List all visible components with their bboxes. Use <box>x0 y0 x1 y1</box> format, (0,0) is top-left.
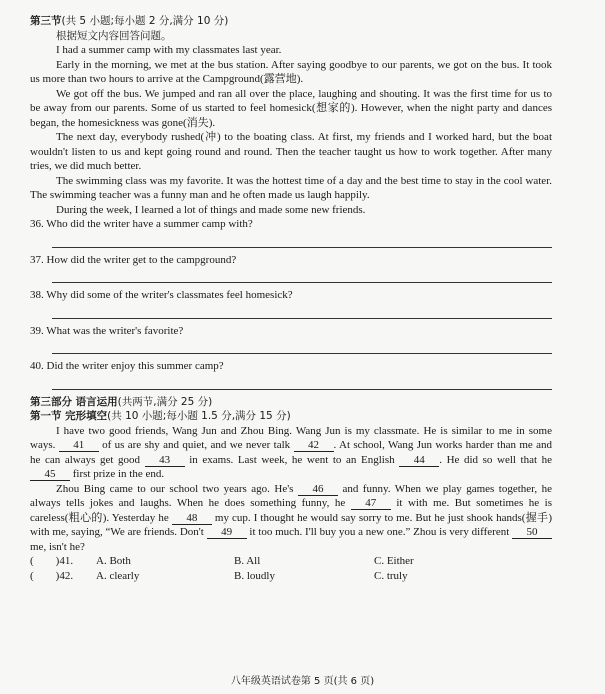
passage-paragraph: The swimming class was my favorite. It was the hottest time of a day and the best time to stay in the cool water. The swimming teacher was a funny man and he often made us laugh happily. <box>30 174 552 201</box>
cloze-paragraph <box>30 482 552 555</box>
answer-line-38[interactable] <box>52 303 552 319</box>
blank-41[interactable]: 41 <box>59 439 99 452</box>
cloze-text: of us are shy and quiet, and we never talk <box>102 439 291 451</box>
section1-title: 第一节 完形填空 <box>30 410 108 422</box>
passage-paragraph: I had a summer camp with my classmates last year. <box>56 44 282 56</box>
cloze-text: my cup. I thought he would say sorry to me. But he just shook hands(握手) with me, saying, “We are friends. Don't <box>30 511 553 538</box>
cloze-text: first prize in the end. <box>72 468 165 480</box>
option-number[interactable]: ( )41. <box>30 555 74 567</box>
part3-header <box>30 395 552 410</box>
question-38: 38. Why did some of the writer's classmates feel homesick? <box>30 289 293 301</box>
cloze-paragraph <box>30 424 552 482</box>
cloze-text: . At school, Wang Jun works harder than me and he can always get good <box>30 439 552 466</box>
passage-paragraph: Early in the morning, we met at the bus station. After saying goodbye to our parents, we got on the bus. It took us more than two hours to arrive at the Campground(露营地). <box>30 58 552 85</box>
blank-46[interactable]: 46 <box>298 483 338 496</box>
blank-45[interactable]: 45 <box>30 468 70 481</box>
cloze-text: . He did so well that he <box>439 453 553 466</box>
option-a[interactable]: A. clearly <box>96 569 140 582</box>
section1-subtitle: (共 10 小题;每小题 1.5 分,满分 15 分) <box>107 410 291 422</box>
passage-paragraph: During the week, I learned a lot of things and made some new friends. <box>56 203 366 216</box>
cloze-text: Zhou Bing came to our school two years ago. He's <box>56 482 294 495</box>
question-36: 36. Who did the writer have a summer camp with? <box>30 218 253 230</box>
blank-42[interactable]: 42 <box>294 439 334 452</box>
section3-title: 第三节 <box>30 15 62 27</box>
cloze-text: in exams. Last week, he went to an English <box>189 453 395 466</box>
cloze-text: me, isn't he? <box>30 540 85 553</box>
section3-header <box>30 14 552 29</box>
page-content <box>30 14 552 583</box>
option-c[interactable]: C. Either <box>374 555 414 567</box>
section3-instruction: 根据短文内容回答问题。 <box>56 29 172 42</box>
blank-48[interactable]: 48 <box>172 512 212 525</box>
option-row-42 <box>30 569 552 584</box>
option-row-41 <box>30 554 552 569</box>
blank-44[interactable]: 44 <box>399 454 439 467</box>
page-footer: 八年级英语试卷第 5 页(共 6 页) <box>230 676 375 687</box>
cloze-text: it with me. But sometimes he is careless(粗心的). Yesterday he <box>30 497 552 524</box>
option-a[interactable]: A. Both <box>96 555 131 567</box>
part3-title: 第三部分 语言运用 <box>30 395 118 408</box>
blank-43[interactable]: 43 <box>145 454 185 467</box>
option-c[interactable]: C. truly <box>374 569 408 582</box>
question-39: 39. What was the writer's favorite? <box>30 324 184 337</box>
option-number[interactable]: ( )42. <box>30 569 74 582</box>
answer-line-36[interactable] <box>52 232 552 248</box>
section1-header <box>30 409 552 424</box>
part3-subtitle: (共两节,满分 25 分) <box>117 395 213 408</box>
passage-paragraph: The next day, everybody rushed(冲) to the boating class. At first, my friends and I worked hard, but the boat wouldn't listen to us and kept going round and round. Then the teacher taught us how to work together. After many tries, we did much better. <box>30 131 552 172</box>
option-b[interactable]: B. loudly <box>234 569 275 582</box>
section3-subtitle: (共 5 小题;每小题 2 分,满分 10 分) <box>61 15 229 27</box>
blank-50[interactable]: 50 <box>512 526 552 539</box>
cloze-text: it too much. I'll buy you a new one.” Zhou is very different <box>249 526 510 538</box>
question-40: 40. Did the writer enjoy this summer camp? <box>30 360 224 372</box>
option-b[interactable]: B. All <box>234 555 261 567</box>
question-37: 37. How did the writer get to the campground? <box>30 253 237 266</box>
answer-line-37[interactable] <box>52 267 552 283</box>
answer-line-40[interactable] <box>52 374 552 390</box>
passage-paragraph: We got off the bus. We jumped and ran all over the place, laughing and shouting. It was the first time for us to be away from our parents. Some of us started to feel homesick(想家的). However, when the night party and dances began, the homesickness was gone(消失). <box>30 87 552 129</box>
cloze-text: I have two good friends, Wang Jun and Zhou Bing. Wang Jun is my classmate. He is similar to me in some ways. <box>30 424 552 451</box>
blank-49[interactable]: 49 <box>207 526 247 539</box>
blank-47[interactable]: 47 <box>351 497 391 510</box>
answer-line-39[interactable] <box>52 338 552 354</box>
cloze-text: and funny. When we play games together, he always tells jokes and laughs. When he does something funny, he <box>30 482 553 509</box>
